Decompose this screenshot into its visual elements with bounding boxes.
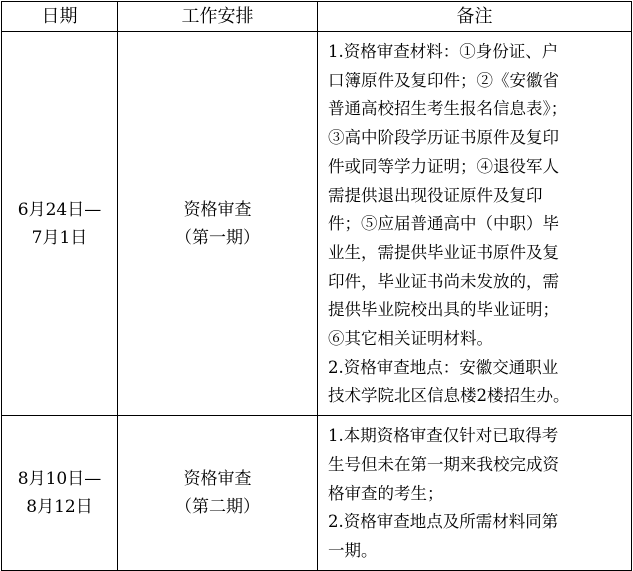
- note-line: 提供毕业院校出具的毕业证明；: [328, 300, 559, 320]
- note-line: 件或同等学力证明；④退役军人: [328, 156, 559, 176]
- note-line: 格审查的考生；: [328, 483, 444, 503]
- note-line: 口簿原件及复印件；②《安徽省: [328, 70, 559, 90]
- note-line: 一期。: [328, 540, 378, 560]
- note-line: 业生，需提供毕业证书原件及复: [328, 242, 559, 262]
- date-start: 6月24日—: [17, 199, 102, 220]
- note-line: 1.资格审查材料：①身份证、户: [328, 42, 559, 61]
- note-line: 普通高校招生考生报名信息表》；: [328, 99, 568, 119]
- note-line: 2.资格审查地点及所需材料同第: [328, 512, 559, 532]
- header-note: 备注: [318, 2, 632, 32]
- note-line: 需提供退出现役证原件及复印: [328, 185, 543, 205]
- table-row: [2, 416, 632, 571]
- work-title: 资格审查: [183, 468, 252, 489]
- work-title: 资格审查: [183, 199, 252, 220]
- work-phase: （第一期）: [175, 227, 260, 248]
- note-line: ⑥其它相关证明材料。: [328, 329, 493, 349]
- header-date: 日期: [2, 2, 118, 32]
- date-cell: [2, 32, 118, 416]
- note-cell: [318, 416, 632, 571]
- note-line: 技术学院北区信息楼2楼招生办。: [328, 386, 570, 406]
- note-line: 印件，毕业证书尚未发放的，需: [328, 271, 559, 291]
- work-cell: [118, 32, 318, 416]
- header-work: 工作安排: [118, 2, 318, 32]
- schedule-table: [1, 1, 632, 571]
- note-line: 1.本期资格审查仅针对已取得考: [328, 426, 559, 446]
- work-cell: [118, 416, 318, 571]
- table-header-row: [2, 2, 632, 32]
- table-row: [2, 32, 632, 416]
- note-cell: [318, 32, 632, 416]
- note-line: 生号但未在第一期来我校完成资: [328, 454, 559, 474]
- date-end: 7月1日: [31, 227, 88, 248]
- note-line: 2.资格审查地点：安徽交通职业: [328, 357, 559, 377]
- note-line: ③高中阶段学历证书原件及复印: [328, 128, 559, 148]
- work-phase: （第二期）: [175, 496, 260, 517]
- date-start: 8月10日—: [17, 468, 102, 489]
- note-line: 件；⑤应届普通高中（中职）毕: [328, 214, 559, 234]
- date-end: 8月12日: [26, 496, 93, 517]
- date-cell: [2, 416, 118, 571]
